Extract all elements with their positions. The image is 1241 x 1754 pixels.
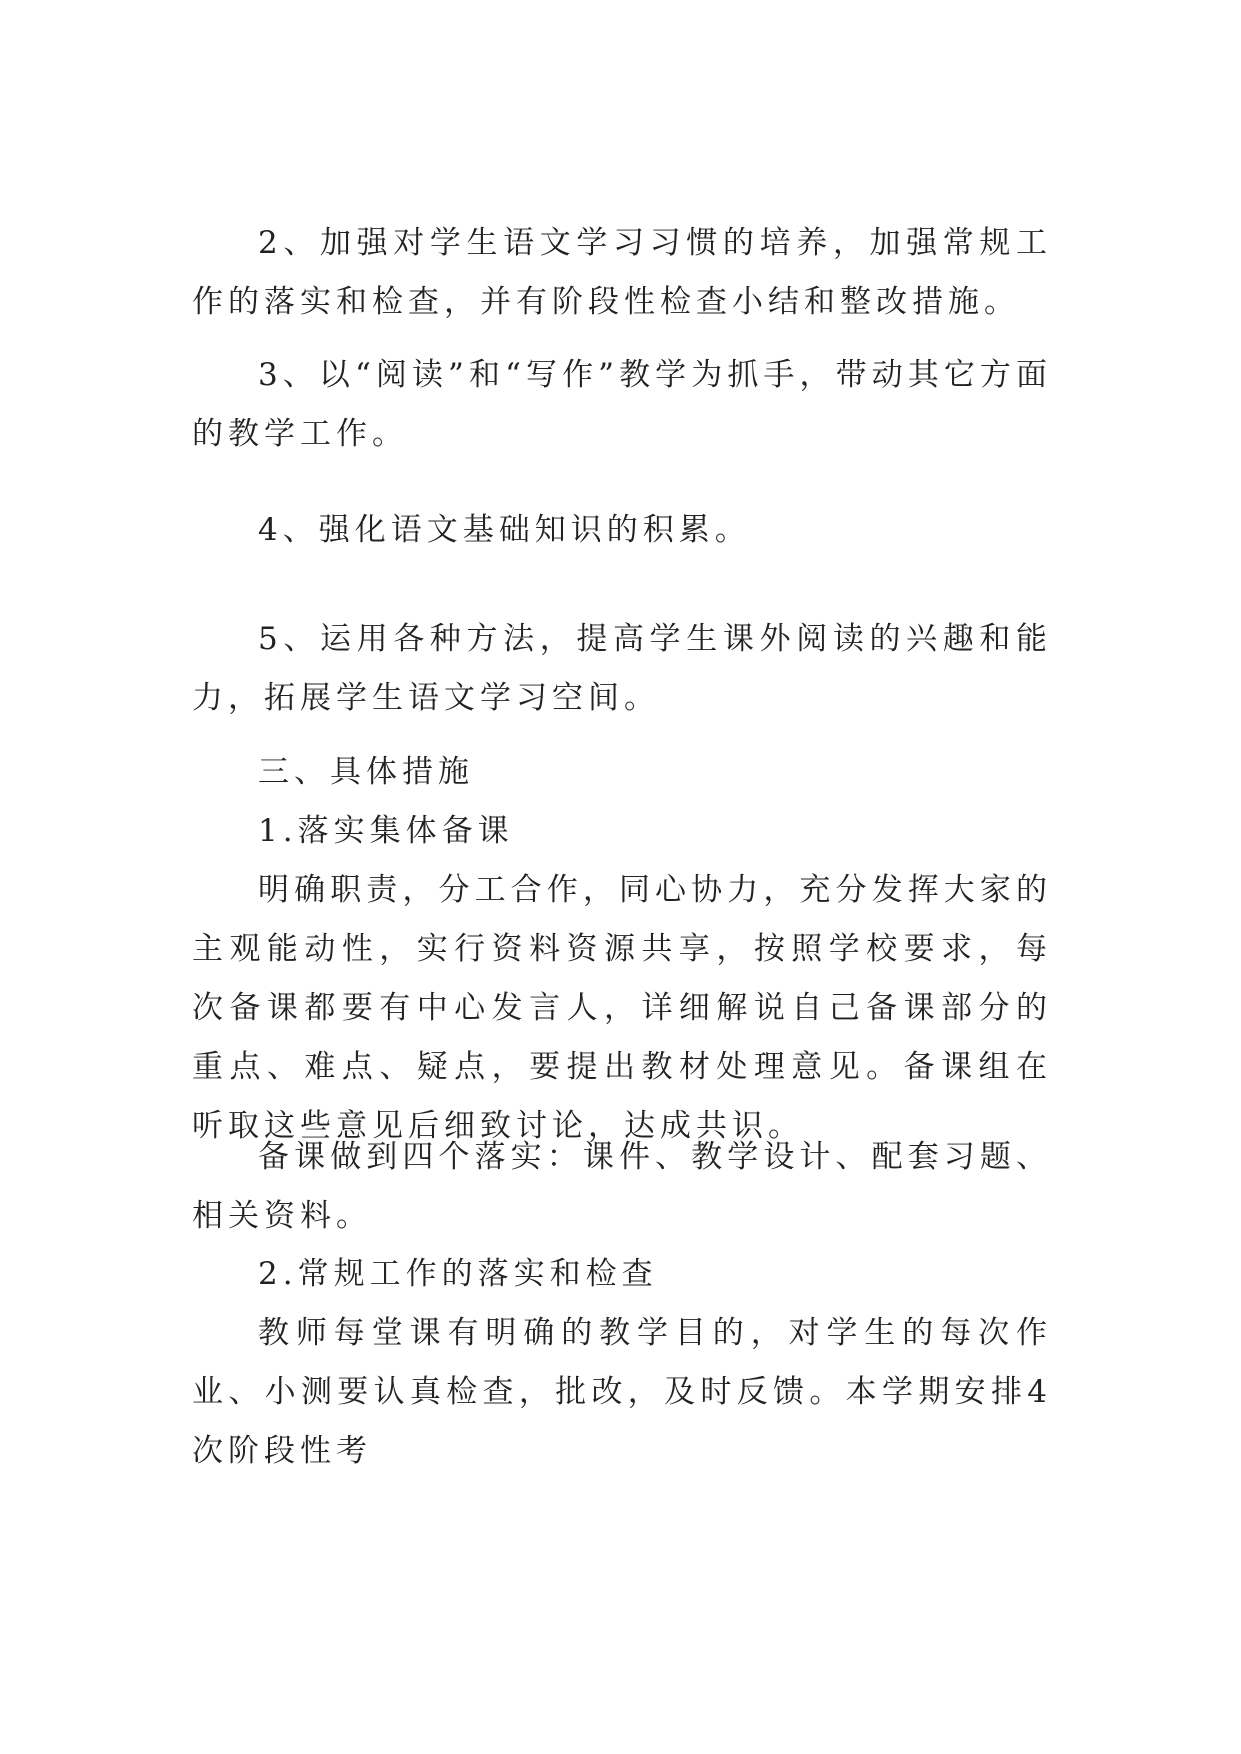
- paragraph-subsection-2-a: 教师每堂课有明确的教学目的，对学生的每次作业、小测要认真检查，批改，及时反馈。本学期安排4次阶段性考: [192, 1315, 1052, 1469]
- paragraph-subsection-1-b: 备课做到四个落实：课件、教学设计、配套习题、相关资料。: [192, 1139, 1052, 1234]
- paragraph-subsection-1-a: 明确职责，分工合作，同心协力，充分发挥大家的主观能动性，实行资料资源共享，按照学校要求，每次备课都要有中心发言人，详细解说自己备课部分的重点、难点、疑点，要提出教材处理意见。备课组在听取这些意见后细致讨论，达成共识。: [192, 872, 1052, 1144]
- section-heading-3: 三、具体措施: [258, 754, 474, 790]
- paragraph-item-2: 2、加强对学生语文学习习惯的培养，加强常规工作的落实和检查，并有阶段性检查小结和整改措施。: [192, 225, 1052, 320]
- subheading-1: 1.落实集体备课: [258, 813, 514, 849]
- paragraph-item-5: 5、运用各种方法，提高学生课外阅读的兴趣和能力，拓展学生语文学习空间。: [192, 621, 1052, 716]
- paragraph-item-4: 4、强化语文基础知识的积累。: [258, 512, 751, 548]
- paragraph-item-3: 3、以“阅读”和“写作”教学为抓手，带动其它方面的教学工作。: [192, 357, 1052, 452]
- subheading-2: 2.常规工作的落实和检查: [258, 1256, 658, 1292]
